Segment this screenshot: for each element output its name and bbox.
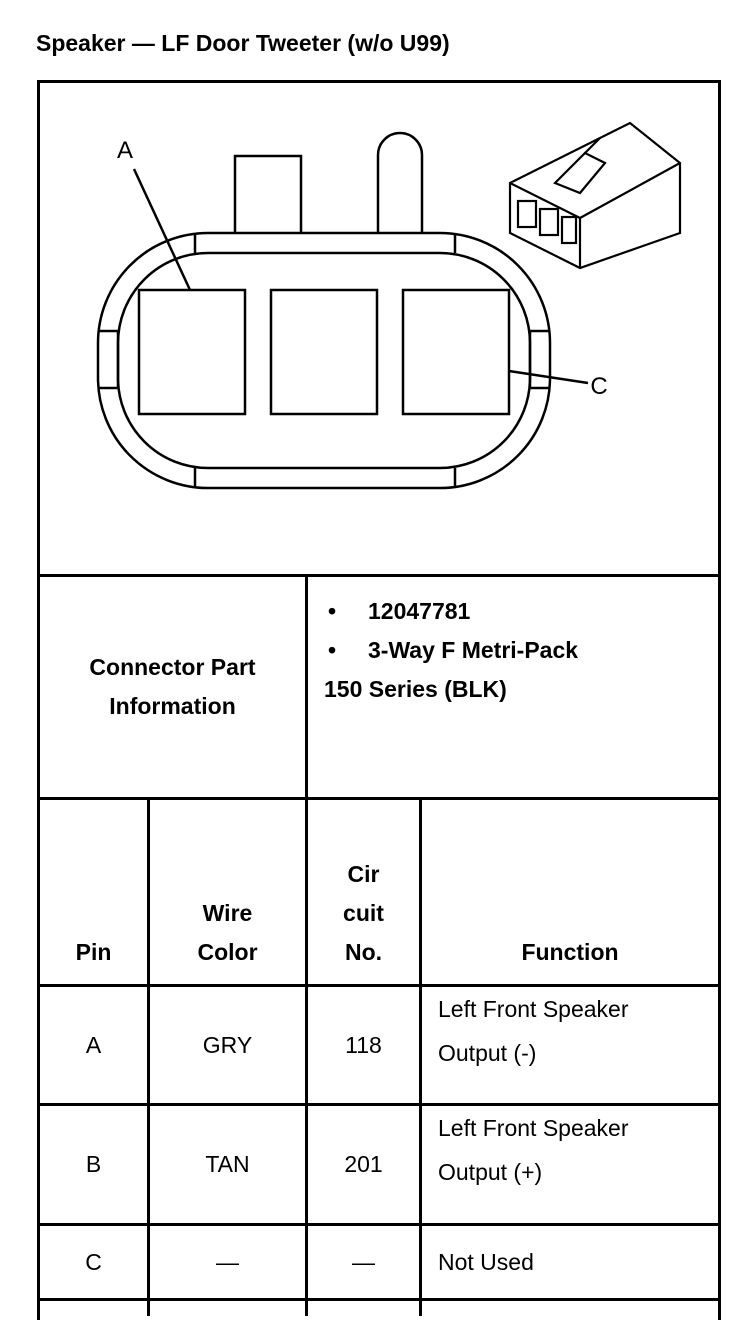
row-b-pin: B [85,1151,102,1177]
row-a-color: GRY [202,1031,253,1058]
pin-label-a: A [116,137,133,164]
connector-type-item [324,631,578,670]
row-c-function-line1: Not Used [438,1249,534,1275]
row-c-function [422,1226,718,1298]
row-a-function [422,987,718,1103]
row-b-function [422,1106,718,1223]
header-circuit-line1: Cir [347,861,380,887]
connector-series: 150 Series (BLK) [324,676,507,702]
row-b-function-line2: Output (+) [438,1159,543,1185]
row-a-function-line1: Left Front Speaker [438,996,629,1022]
row-c-color: — [216,1248,239,1275]
header-function [422,800,718,972]
connector-type: 3-Way F Metri-Pack [368,637,579,663]
header-circuit [308,800,419,972]
header-wire-color [150,800,305,972]
bullet-2: • [328,637,337,663]
connector-part-details [324,592,578,709]
row-a-pin: A [85,1031,102,1058]
divider-info-column [305,574,308,800]
pin-label-c: C [590,373,608,400]
page-title: Speaker — LF Door Tweeter (w/o U99) [36,30,450,56]
row-c-pin: C [85,1248,102,1275]
row-b-function-line1: Left Front Speaker [438,1115,629,1141]
header-pin [40,800,147,972]
row-b-circuit: 201 [344,1151,383,1177]
row-b-color: TAN [205,1151,250,1177]
row-a-circuit: 118 [345,1031,382,1058]
header-wire-color-line2: Color [197,939,258,965]
connector-face-diagram [40,83,718,573]
part-number-item [324,592,578,631]
header-pin-line1: Pin [75,939,112,965]
header-circuit-line2: cuit [343,900,384,926]
header-circuit-line3: No. [344,939,383,965]
connector-info-heading-line1: Connector Part [89,654,256,680]
part-number: 12047781 [368,598,471,624]
row-a-function-line2: Output (-) [438,1040,537,1066]
connector-info-heading [40,577,305,797]
divider-row-c [37,1298,721,1301]
header-function-line1: Function [521,939,619,965]
row-c-circuit: — [352,1248,375,1275]
bullet-1: • [328,598,337,624]
header-wire-color-line1: Wire [202,900,253,926]
connector-info-heading-line2: Information [109,693,236,719]
